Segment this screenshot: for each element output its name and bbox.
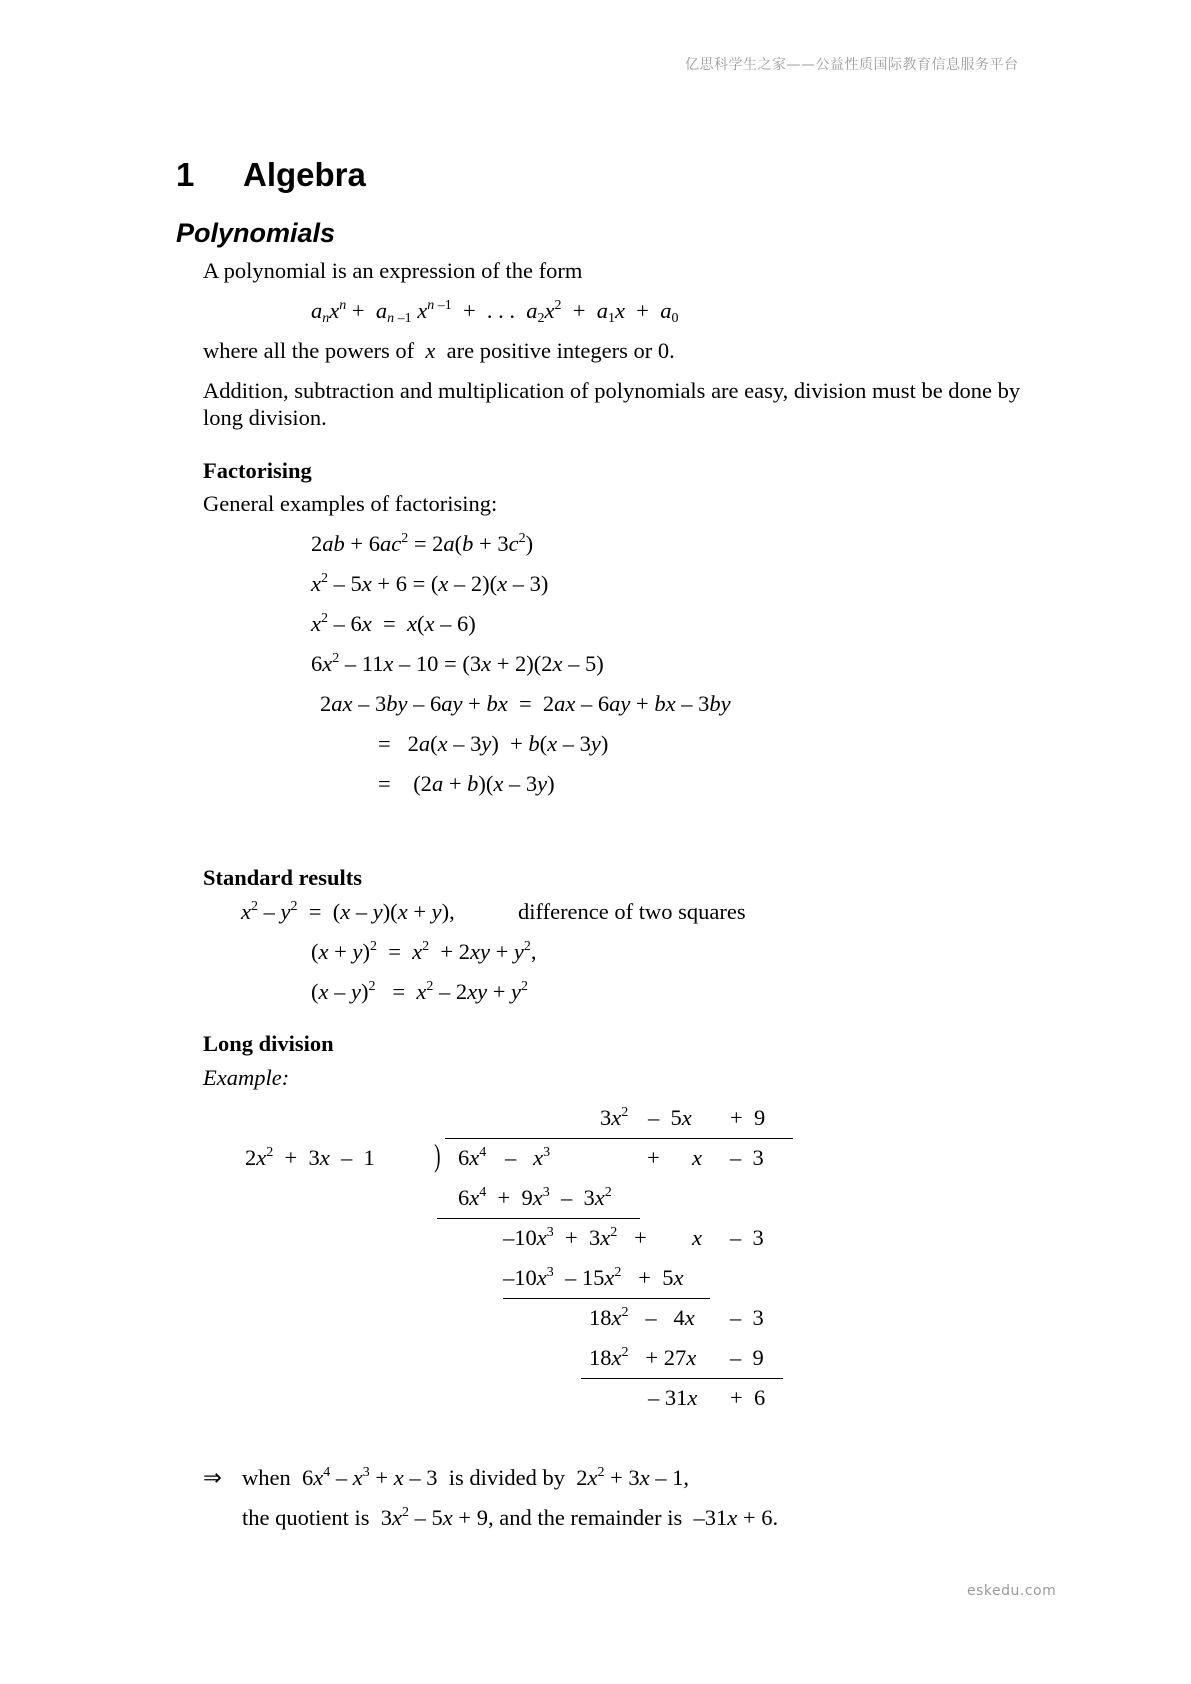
remainder-line-1-const: – 3 (730, 1225, 764, 1250)
conclusion-divided-by: is divided by (448, 1465, 565, 1490)
subtract-bar-1 (437, 1218, 640, 1219)
header-site-text: 亿思科学生之家——公益性质国际教育信息服务平台 (685, 57, 1019, 73)
conclusion-quotient-is: the quotient is (242, 1505, 370, 1530)
conclusion-line-2: the quotient is $3x^2 - 5x + 9$, and the remainder is –31x + 6. (242, 1505, 779, 1530)
factor-example-3: $x^2 - 6x = x(x - 6)$ (311, 611, 476, 636)
section-title: Polynomials (176, 218, 336, 248)
intro-p2-start: where all the powers of (203, 338, 415, 363)
factorising-heading: Factorising (203, 458, 312, 483)
quotient-bar (445, 1138, 793, 1139)
intro-paragraph-3-line-2: long division. (203, 405, 327, 430)
factor-example-5-line-1: 2ax – 3by – 6ay + bx = 2ax – 6ay + bx – 3by (320, 691, 731, 716)
intro-paragraph-1: A polynomial is an expression of the form (203, 258, 583, 283)
conclusion-line-1: when $6x^4 - x^3 + x - 3$ is divided by $2x^2 + 3x - 1$, (242, 1465, 690, 1490)
divisor: $2x^2 + 3x - 1$ (245, 1145, 375, 1170)
intro-paragraph-3-line-1: Addition, subtraction and multiplication of polynomials are easy, division must be done by (203, 378, 1021, 403)
factor-example-5-line-3: = (2a + b)(x – 3y) (378, 771, 555, 796)
factorising-lead: General examples of factorising: (203, 491, 498, 516)
standard-result-2: $(x + y)^2 = x^2 + 2xy + y^2$, (311, 939, 537, 964)
chapter-number: 1 (176, 156, 195, 193)
intro-paragraph-2 (203, 338, 675, 364)
final-remainder-const: + 6 (730, 1385, 766, 1410)
factor-example-4: $6x^2 - 11x - 10 = (3x + 2)(2x - 5)$ (311, 651, 604, 676)
subtract-bar-2 (503, 1298, 710, 1299)
standard-result-1: $x^2 - y^2 = (x - y)(x + y)$, (241, 899, 455, 924)
division-bracket: ) (434, 1137, 441, 1173)
polynomial-general-form: $a_nx^n + a_{n -1}$ $x^{n -1}$ + . . . $a_2x^2 + a_1x + a_0$ (311, 298, 679, 326)
dividend-term-3: + (647, 1145, 660, 1170)
subtract-line-1: $6x^4 + 9x^3 - 3x^2$ (458, 1185, 612, 1210)
standard-result-3: $(x - y)^2 = x^2 - 2xy + y^2$ (311, 979, 529, 1004)
intro-p2-end: are positive integers or 0. (446, 338, 675, 363)
implies-arrow: ⇒ (203, 1465, 222, 1490)
remainder-line-1: $-10x^3 + 3x^2$ + (503, 1225, 647, 1250)
subtract-line-3: $18x^2 + 27x$ (589, 1345, 697, 1370)
factor-example-1: $2ab + 6ac^2 = 2a(b + 3c^2)$ (311, 531, 534, 556)
dividend-term-5: – 3 (730, 1145, 764, 1170)
subtract-bar-3 (581, 1378, 783, 1379)
factor-example-5-line-2: = 2a(x – 3y) + b(x – 3y) (378, 731, 609, 756)
subtract-line-2: $-10x^3 - 15x^2 + 5x$ (503, 1265, 684, 1290)
factor-example-2: $x^2 - 5x + 6 = (x - 2)(x - 3)$ (311, 571, 549, 596)
dividend-term-1: $6x^4$ (458, 1145, 487, 1170)
quotient-term-1: $3x^2$ (600, 1105, 629, 1130)
remainder-line-2: $18x^2 - 4x$ (589, 1305, 695, 1330)
dividend-term-2: – $x^3$ (505, 1145, 551, 1170)
remainder-line-1-x: x (692, 1225, 702, 1250)
conclusion-when: when (242, 1465, 291, 1490)
standard-result-1-note: difference of two squares (518, 899, 746, 924)
quotient-term-3: + 9 (730, 1105, 766, 1130)
standard-results-heading: Standard results (203, 865, 362, 890)
intro-p2-var: x (425, 338, 436, 363)
chapter-title: Algebra (243, 156, 366, 193)
quotient-term-2: – 5x (648, 1105, 692, 1130)
long-division-example-label: Example: (203, 1065, 290, 1090)
footer-site: eskedu.com (967, 1583, 1057, 1599)
dividend-term-4: x (692, 1145, 702, 1170)
long-division-heading: Long division (203, 1031, 334, 1056)
final-remainder: – 31x (648, 1385, 698, 1410)
conclusion-remainder-is: , and the remainder is (487, 1505, 683, 1530)
subtract-line-3-const: – 9 (730, 1345, 764, 1370)
remainder-line-2-const: – 3 (730, 1305, 764, 1330)
